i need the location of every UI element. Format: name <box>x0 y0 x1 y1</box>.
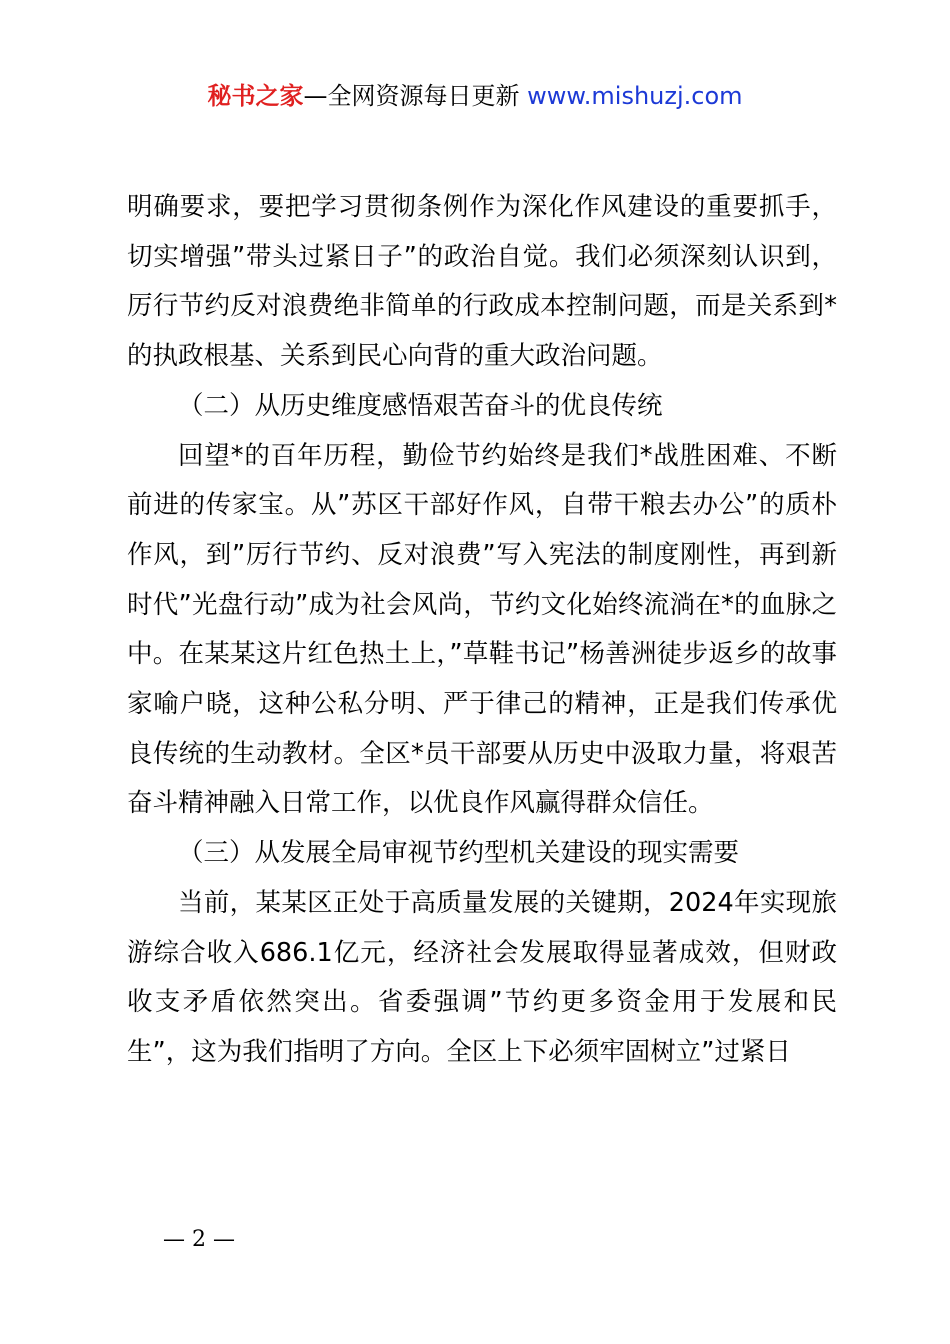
header-tagline: —全网资源每日更新 <box>303 82 528 110</box>
paragraph-history: 回望*的百年历程，勤俭节约始终是我们*战胜困难、不断前进的传家宝。从”苏区干部好作风，自带干粮去办公”的质朴作风，到”厉行节约、反对浪费”写入宪法的制度刚性，再到新时代”光盘行动”成为社会风尚，节约文化始终流淌在*的血脉之中。在某某这片红色热土上，”草鞋书记”杨善洲徒步返乡的故事家喻户晓，这种公私分明、严于律己的精神，正是我们传承优良传统的生动教材。全区*员干部要从历史中汲取力量，将艰苦奋斗精神融入日常工作，以优良作风赢得群众信任。 <box>127 440 837 819</box>
section-heading-2: （二）从历史维度感悟艰苦奋斗的优良传统 <box>178 390 663 421</box>
page-number: — 2 — <box>163 1227 235 1252</box>
paragraph-development: 当前，某某区正处于高质量发展的关键期，2024年实现旅游综合收入686.1亿元，经济社会发展取得显著成效，但财政收支矛盾依然突出。省委强调”节约更多资金用于发展和民生”，这为我们指明了方向。全区上下必须牢固树立”过紧日 <box>127 887 837 1067</box>
document-body <box>127 183 837 1078</box>
section-heading-3: （三）从发展全局审视节约型机关建设的现实需要 <box>178 838 740 869</box>
brand-name: 秘书之家 <box>207 82 304 110</box>
site-header <box>0 80 950 112</box>
site-url[interactable]: www.mishuzj.com <box>527 82 743 110</box>
paragraph-continuation: 明确要求，要把学习贯彻条例作为深化作风建设的重要抓手，切实增强”带头过紧日子”的政治自觉。我们必须深刻认识到，厉行节约反对浪费绝非简单的行政成本控制问题，而是关系到*的执政根基、关系到民心向背的重大政治问题。 <box>127 192 837 372</box>
